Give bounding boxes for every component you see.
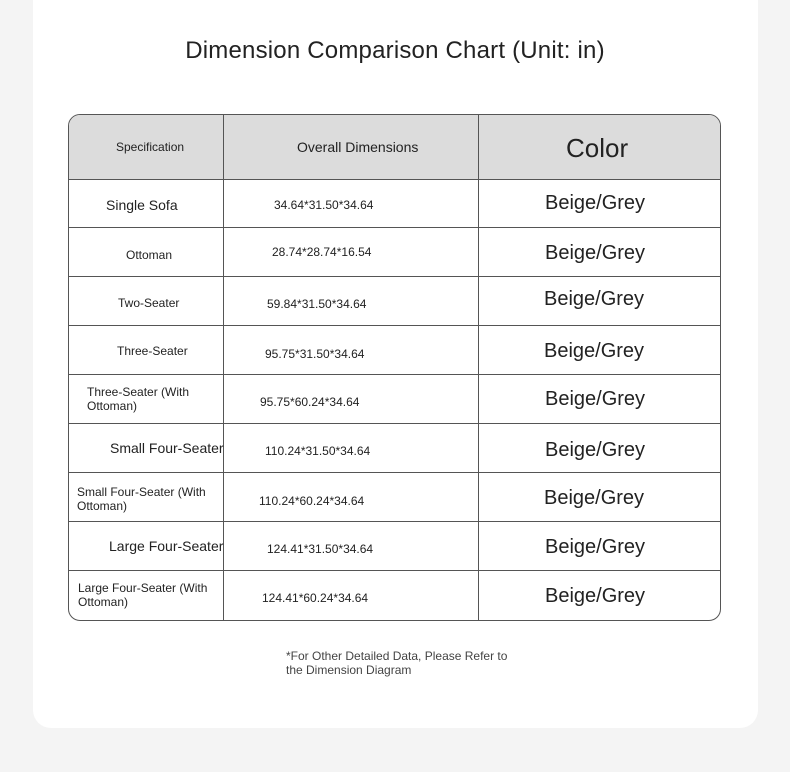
row-divider	[69, 227, 720, 228]
row-divider	[69, 521, 720, 522]
row-spec: Small Four-Seater	[110, 440, 224, 456]
row-spec: Small Four-Seater (With Ottoman)	[77, 485, 206, 514]
row-color: Beige/Grey	[545, 388, 646, 410]
row-dims: 95.75*60.24*34.64	[260, 395, 360, 409]
row-divider	[69, 472, 720, 473]
row-spec: Ottoman	[126, 248, 173, 262]
row-color: Beige/Grey	[544, 288, 645, 310]
dimension-table	[68, 114, 721, 621]
row-color: Beige/Grey	[544, 487, 645, 509]
row-spec: Three-Seater (With Ottoman)	[87, 385, 190, 414]
row-dims: 95.75*31.50*34.64	[265, 347, 365, 361]
header-color: Color	[566, 133, 629, 163]
row-color: Beige/Grey	[544, 340, 645, 362]
column-divider	[478, 115, 479, 620]
row-divider	[69, 276, 720, 277]
row-spec: Three-Seater	[117, 344, 188, 358]
row-color: Beige/Grey	[545, 585, 646, 607]
footnote: *For Other Detailed Data, Please Refer to the Dimension Diagram	[286, 649, 508, 677]
row-dims: 124.41*31.50*34.64	[267, 542, 374, 556]
row-spec: Two-Seater	[118, 296, 180, 310]
row-spec: Large Four-Seater	[109, 538, 224, 554]
row-dims: 110.24*60.24*34.64	[259, 494, 365, 508]
row-dims: 124.41*60.24*34.64	[262, 591, 369, 605]
row-dims: 110.24*31.50*34.64	[265, 444, 371, 458]
row-dims: 28.74*28.74*16.54	[272, 245, 372, 259]
row-divider	[69, 570, 720, 571]
row-spec: Large Four-Seater (With Ottoman)	[78, 581, 208, 610]
page-title: Dimension Comparison Chart (Unit: in)	[185, 37, 605, 64]
row-spec: Single Sofa	[106, 197, 178, 213]
row-divider	[69, 423, 720, 424]
row-dims: 34.64*31.50*34.64	[274, 198, 374, 212]
header-dimensions: Overall Dimensions	[297, 139, 419, 155]
row-color: Beige/Grey	[545, 242, 646, 264]
row-divider	[69, 325, 720, 326]
row-divider	[69, 374, 720, 375]
row-dims: 59.84*31.50*34.64	[267, 297, 367, 311]
header-specification: Specification	[116, 140, 185, 154]
row-color: Beige/Grey	[545, 439, 646, 461]
row-color: Beige/Grey	[545, 536, 646, 558]
row-color: Beige/Grey	[545, 192, 646, 214]
